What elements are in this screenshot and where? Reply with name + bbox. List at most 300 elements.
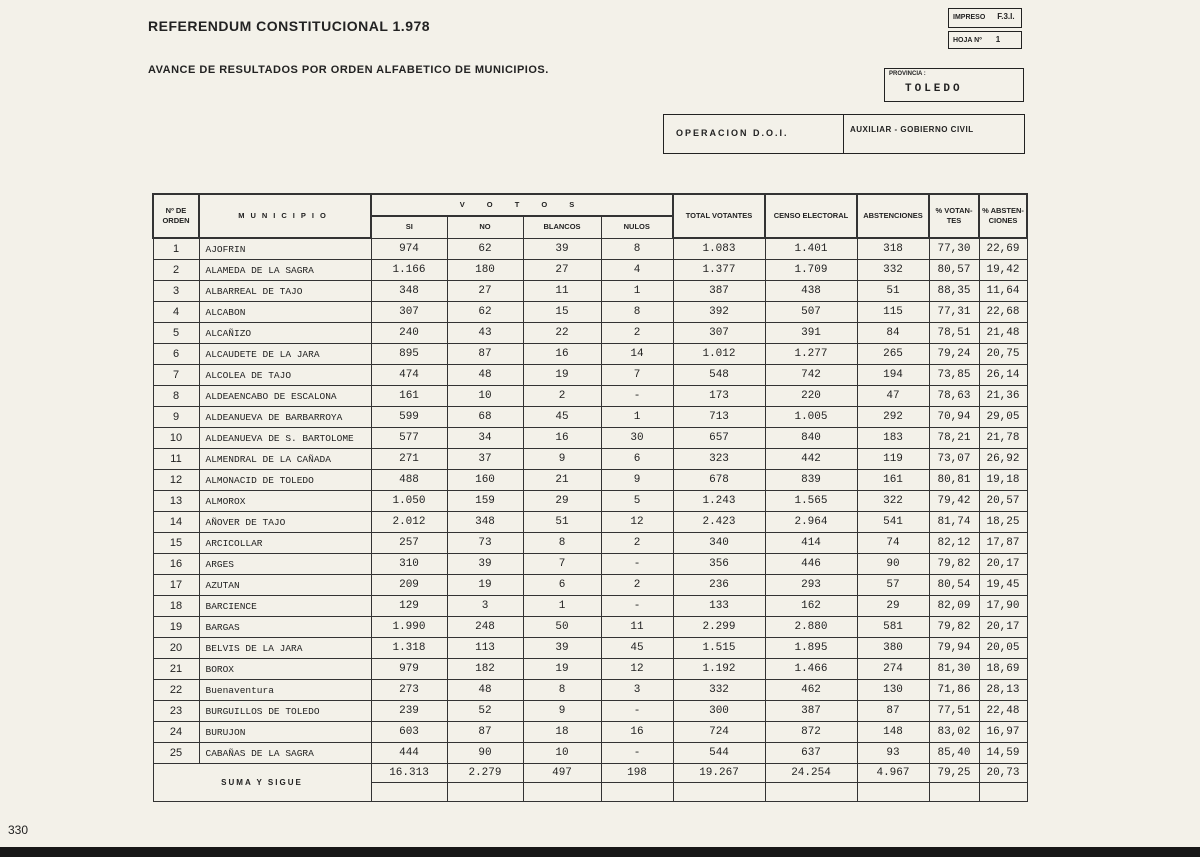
cell-nulos: 1 [601,281,673,302]
cell-abst: 274 [857,659,929,680]
cell-nr: 9 [153,407,199,428]
cell-pv: 77,51 [929,701,979,722]
cell-pa: 20,05 [979,638,1027,659]
cell-nr: 4 [153,302,199,323]
cell-blancos: 1 [523,596,601,617]
cell-blancos: 9 [523,701,601,722]
table-row [153,386,1027,407]
cell-censo: 2.880 [765,617,857,638]
cell-no: 19 [447,575,523,596]
cell-pv: 79,82 [929,554,979,575]
cell-blancos: 22 [523,323,601,344]
cell-abst: 51 [857,281,929,302]
cell-nr: 18 [153,596,199,617]
cell-pv: 80,57 [929,260,979,281]
cell-censo: 387 [765,701,857,722]
cell-censo: 1.005 [765,407,857,428]
cell-pa: 22,69 [979,238,1027,260]
table-row [153,281,1027,302]
table-row [153,344,1027,365]
table-row [153,449,1027,470]
cell-pv: 82,12 [929,533,979,554]
cell-municipio: BARCIENCE [199,596,371,617]
provincia-box [884,68,1024,102]
cell-total: 544 [673,743,765,764]
cell-censo: 462 [765,680,857,701]
cell-pv: 82,09 [929,596,979,617]
cell-censo: 162 [765,596,857,617]
cell-nr: 14 [153,512,199,533]
cell-nulos: - [601,554,673,575]
cell-total: 392 [673,302,765,323]
cell-si: 310 [371,554,447,575]
table-row [153,260,1027,281]
col-pct-abstenciones: % ABSTEN-CIONES [979,194,1027,238]
cell-si: 474 [371,365,447,386]
cell-censo: 438 [765,281,857,302]
cell-municipio: AJOFRIN [199,238,371,260]
cell-pa: 19,42 [979,260,1027,281]
cell-pa: 16,97 [979,722,1027,743]
cell-no: 39 [447,554,523,575]
col-si: SI [371,216,447,238]
table-row [153,575,1027,596]
cell-pa: 21,78 [979,428,1027,449]
cell-nulos: 45 [601,638,673,659]
cell-si: 2.012 [371,512,447,533]
cell-si: 1.050 [371,491,447,512]
cell-total: 2.423 [673,512,765,533]
cell-blancos: 29 [523,491,601,512]
cell-abst: 541 [857,512,929,533]
cell-blancos: 21 [523,470,601,491]
cell-nr: 10 [153,428,199,449]
cell-blancos: 9 [523,449,601,470]
total-abstenciones: 4.967 [857,764,929,783]
cell-no: 182 [447,659,523,680]
cell-pv: 78,63 [929,386,979,407]
cell-abst: 194 [857,365,929,386]
cell-nulos: 6 [601,449,673,470]
cell-censo: 507 [765,302,857,323]
cell-total: 236 [673,575,765,596]
totals-row [153,764,1027,783]
cell-si: 1.166 [371,260,447,281]
cell-pv: 77,31 [929,302,979,323]
cell-municipio: ALDEANUEVA DE S. BARTOLOME [199,428,371,449]
table-row [153,302,1027,323]
cell-municipio: BURUJON [199,722,371,743]
col-censo-electoral: CENSO ELECTORAL [765,194,857,238]
cell-nulos: 3 [601,680,673,701]
cell-nr: 25 [153,743,199,764]
table-row [153,365,1027,386]
cell-nr: 17 [153,575,199,596]
hoja-value: 1 [995,35,1001,44]
total-pct-abstenciones: 20,73 [979,764,1027,783]
cell-pv: 70,94 [929,407,979,428]
cell-si: 209 [371,575,447,596]
cell-no: 52 [447,701,523,722]
cell-no: 87 [447,344,523,365]
cell-nulos: 1 [601,407,673,428]
cell-nr: 19 [153,617,199,638]
cell-abst: 29 [857,596,929,617]
cell-nulos: 16 [601,722,673,743]
total-votantes: 19.267 [673,764,765,783]
hoja-box [948,31,1022,49]
cell-total: 340 [673,533,765,554]
cell-nulos: 2 [601,533,673,554]
col-votos: V O T O S [371,194,673,216]
cell-censo: 414 [765,533,857,554]
cell-pa: 26,92 [979,449,1027,470]
cell-nulos: 5 [601,491,673,512]
cell-no: 48 [447,365,523,386]
cell-pa: 20,57 [979,491,1027,512]
cell-pa: 22,68 [979,302,1027,323]
cell-nr: 22 [153,680,199,701]
cell-nulos: 11 [601,617,673,638]
cell-total: 2.299 [673,617,765,638]
table-row [153,323,1027,344]
cell-pa: 17,87 [979,533,1027,554]
table-row [153,743,1027,764]
cell-nr: 16 [153,554,199,575]
cell-municipio: BARGAS [199,617,371,638]
table-row [153,638,1027,659]
cell-pa: 26,14 [979,365,1027,386]
cell-censo: 872 [765,722,857,743]
cell-municipio: ALCOLEA DE TAJO [199,365,371,386]
cell-nr: 1 [153,238,199,260]
cell-total: 1.515 [673,638,765,659]
cell-censo: 442 [765,449,857,470]
cell-si: 979 [371,659,447,680]
cell-nr: 13 [153,491,199,512]
cell-pa: 20,17 [979,617,1027,638]
table-row [153,596,1027,617]
cell-total: 1.192 [673,659,765,680]
document-title: REFERENDUM CONSTITUCIONAL 1.978 [148,18,431,34]
cell-nr: 6 [153,344,199,365]
col-no: NO [447,216,523,238]
table-row [153,428,1027,449]
cell-no: 160 [447,470,523,491]
cell-no: 27 [447,281,523,302]
cell-abst: 90 [857,554,929,575]
table-row [153,701,1027,722]
cell-pa: 19,18 [979,470,1027,491]
cell-si: 257 [371,533,447,554]
cell-abst: 318 [857,238,929,260]
cell-municipio: ALMOROX [199,491,371,512]
cell-no: 87 [447,722,523,743]
cell-censo: 1.277 [765,344,857,365]
cell-pa: 18,69 [979,659,1027,680]
cell-municipio: BELVIS DE LA JARA [199,638,371,659]
cell-blancos: 27 [523,260,601,281]
cell-pa: 18,25 [979,512,1027,533]
cell-nulos: 12 [601,659,673,680]
cell-nr: 15 [153,533,199,554]
cell-si: 488 [371,470,447,491]
col-pct-votantes: % VOTAN-TES [929,194,979,238]
cell-censo: 1.709 [765,260,857,281]
cell-no: 43 [447,323,523,344]
cell-pv: 88,35 [929,281,979,302]
cell-pv: 85,40 [929,743,979,764]
total-censo: 24.254 [765,764,857,783]
cell-si: 307 [371,302,447,323]
table-row [153,238,1027,260]
cell-abst: 57 [857,575,929,596]
results-table [152,193,1028,802]
cell-abst: 332 [857,260,929,281]
table-row [153,407,1027,428]
cell-no: 180 [447,260,523,281]
total-pct-votantes: 79,25 [929,764,979,783]
cell-municipio: ARCICOLLAR [199,533,371,554]
cell-total: 356 [673,554,765,575]
cell-no: 3 [447,596,523,617]
cell-blancos: 18 [523,722,601,743]
cell-blancos: 39 [523,238,601,260]
cell-blancos: 8 [523,680,601,701]
cell-abst: 161 [857,470,929,491]
cell-nulos: 9 [601,470,673,491]
col-nulos: NULOS [601,216,673,238]
cell-censo: 742 [765,365,857,386]
cell-si: 895 [371,344,447,365]
cell-pv: 78,51 [929,323,979,344]
cell-si: 1.990 [371,617,447,638]
cell-total: 387 [673,281,765,302]
cell-blancos: 51 [523,512,601,533]
cell-si: 599 [371,407,447,428]
table-row [153,554,1027,575]
total-si: 16.313 [371,764,447,783]
cell-si: 271 [371,449,447,470]
cell-si: 577 [371,428,447,449]
cell-abst: 47 [857,386,929,407]
cell-total: 678 [673,470,765,491]
cell-si: 129 [371,596,447,617]
auxiliar-label: AUXILIAR - GOBIERNO CIVIL [850,125,974,134]
cell-total: 548 [673,365,765,386]
cell-si: 1.318 [371,638,447,659]
cell-abst: 581 [857,617,929,638]
cell-municipio: ALCAUDETE DE LA JARA [199,344,371,365]
cell-total: 323 [673,449,765,470]
col-nr-orden: Nº DE ORDEN [153,194,199,238]
col-blancos: BLANCOS [523,216,601,238]
cell-nulos: 12 [601,512,673,533]
provincia-value: TOLEDO [905,83,963,95]
cell-municipio: ALMENDRAL DE LA CAÑADA [199,449,371,470]
cell-blancos: 45 [523,407,601,428]
cell-blancos: 16 [523,344,601,365]
cell-no: 348 [447,512,523,533]
cell-si: 348 [371,281,447,302]
cell-pv: 79,94 [929,638,979,659]
cell-nulos: - [601,701,673,722]
cell-nulos: - [601,386,673,407]
cell-total: 1.083 [673,238,765,260]
cell-pv: 80,81 [929,470,979,491]
cell-total: 657 [673,428,765,449]
cell-nulos: 8 [601,302,673,323]
cell-nulos: 14 [601,344,673,365]
cell-censo: 391 [765,323,857,344]
cell-si: 974 [371,238,447,260]
cell-blancos: 19 [523,659,601,680]
cell-nulos: - [601,743,673,764]
table-row [153,659,1027,680]
cell-nulos: 2 [601,575,673,596]
cell-total: 133 [673,596,765,617]
cell-no: 113 [447,638,523,659]
cell-nr: 21 [153,659,199,680]
cell-nr: 2 [153,260,199,281]
table-row [153,470,1027,491]
cell-municipio: ALDEAENCABO DE ESCALONA [199,386,371,407]
cell-nulos: 30 [601,428,673,449]
scan-edge [0,847,1200,857]
cell-blancos: 8 [523,533,601,554]
cell-censo: 220 [765,386,857,407]
cell-nulos: 4 [601,260,673,281]
cell-nr: 20 [153,638,199,659]
cell-blancos: 50 [523,617,601,638]
cell-nr: 11 [153,449,199,470]
cell-abst: 183 [857,428,929,449]
cell-nr: 23 [153,701,199,722]
cell-no: 34 [447,428,523,449]
total-no: 2.279 [447,764,523,783]
cell-pa: 29,05 [979,407,1027,428]
cell-nulos: - [601,596,673,617]
document-subtitle: AVANCE DE RESULTADOS POR ORDEN ALFABETICO DE MUNICIPIOS. [148,64,549,76]
cell-censo: 1.401 [765,238,857,260]
cell-pv: 83,02 [929,722,979,743]
cell-pa: 11,64 [979,281,1027,302]
cell-no: 248 [447,617,523,638]
cell-si: 444 [371,743,447,764]
cell-blancos: 10 [523,743,601,764]
cell-total: 300 [673,701,765,722]
cell-blancos: 11 [523,281,601,302]
cell-abst: 148 [857,722,929,743]
cell-pv: 78,21 [929,428,979,449]
cell-pa: 21,36 [979,386,1027,407]
cell-pv: 81,74 [929,512,979,533]
cell-blancos: 15 [523,302,601,323]
cell-abst: 265 [857,344,929,365]
table-row [153,512,1027,533]
cell-pv: 81,30 [929,659,979,680]
table-row [153,722,1027,743]
col-municipio: MUNICIPIO [199,194,371,238]
cell-municipio: BURGUILLOS DE TOLEDO [199,701,371,722]
cell-pv: 77,30 [929,238,979,260]
cell-abst: 115 [857,302,929,323]
cell-censo: 839 [765,470,857,491]
cell-total: 713 [673,407,765,428]
cell-municipio: ALBARREAL DE TAJO [199,281,371,302]
cell-no: 62 [447,302,523,323]
cell-pa: 21,48 [979,323,1027,344]
cell-censo: 840 [765,428,857,449]
col-abstenciones: ABSTENCIONES [857,194,929,238]
results-table-wrapper [152,193,1028,802]
total-blancos: 497 [523,764,601,783]
hoja-label: HOJA Nº [953,37,982,44]
table-row [153,680,1027,701]
cell-municipio: ALMONACID DE TOLEDO [199,470,371,491]
cell-municipio: CABAÑAS DE LA SAGRA [199,743,371,764]
cell-municipio: AZUTAN [199,575,371,596]
page-number: 330 [8,823,29,837]
cell-censo: 1.466 [765,659,857,680]
cell-nr: 5 [153,323,199,344]
operacion-box [663,114,1025,154]
cell-si: 239 [371,701,447,722]
cell-censo: 1.565 [765,491,857,512]
cell-pv: 79,82 [929,617,979,638]
cell-nr: 8 [153,386,199,407]
cell-blancos: 39 [523,638,601,659]
cell-pv: 79,24 [929,344,979,365]
cell-censo: 1.895 [765,638,857,659]
cell-municipio: ARGES [199,554,371,575]
cell-no: 68 [447,407,523,428]
impreso-label: IMPRESO [953,14,986,21]
cell-pv: 79,42 [929,491,979,512]
col-total-votantes: TOTAL VOTANTES [673,194,765,238]
cell-censo: 637 [765,743,857,764]
table-row [153,491,1027,512]
suma-y-sigue-label: SUMA Y SIGUE [153,764,371,802]
table-row [153,533,1027,554]
cell-blancos: 7 [523,554,601,575]
cell-abst: 74 [857,533,929,554]
cell-total: 332 [673,680,765,701]
cell-total: 1.243 [673,491,765,512]
cell-total: 307 [673,323,765,344]
impreso-box [948,8,1022,28]
cell-abst: 119 [857,449,929,470]
cell-blancos: 19 [523,365,601,386]
impreso-value: F.3.I. [997,12,1015,21]
cell-total: 173 [673,386,765,407]
cell-nr: 12 [153,470,199,491]
cell-nulos: 8 [601,238,673,260]
cell-nulos: 7 [601,365,673,386]
cell-pa: 20,75 [979,344,1027,365]
cell-blancos: 2 [523,386,601,407]
provincia-label: PROVINCIA : [889,71,926,77]
cell-si: 603 [371,722,447,743]
cell-abst: 84 [857,323,929,344]
cell-si: 240 [371,323,447,344]
operacion-label: OPERACION D.O.I. [664,115,844,153]
cell-no: 159 [447,491,523,512]
cell-no: 73 [447,533,523,554]
cell-abst: 380 [857,638,929,659]
cell-total: 724 [673,722,765,743]
cell-si: 273 [371,680,447,701]
